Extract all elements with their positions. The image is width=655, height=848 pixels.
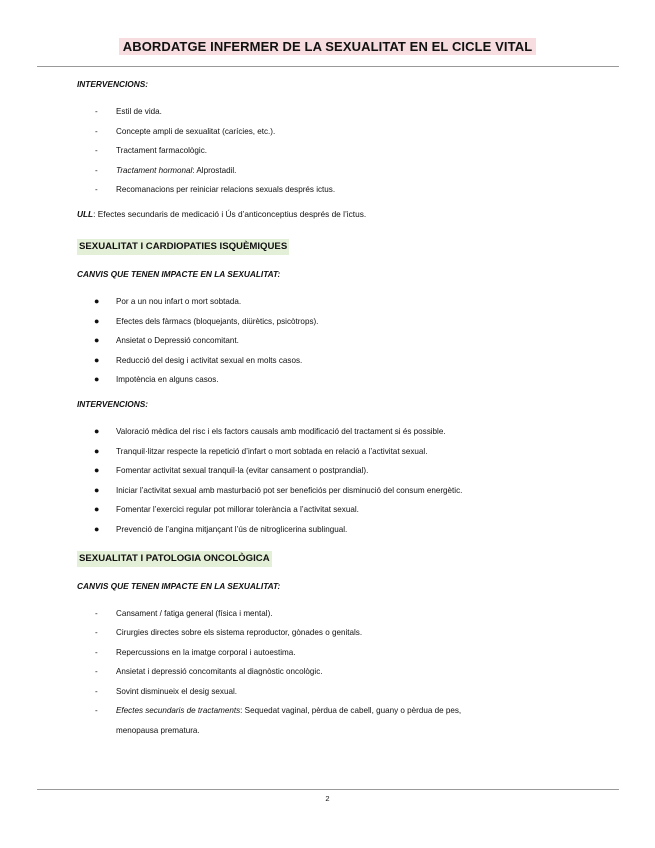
list-item: ● Prevenció de l’angina mitjançant l’ús de nitroglicerina sublingual. bbox=[77, 520, 557, 540]
section-heading-onco: SEXUALITAT I PATOLOGIA ONCOLÒGICA bbox=[77, 551, 272, 567]
dash-marker: - bbox=[95, 107, 98, 116]
list-item: ● Ansietat o Depressió concomitant. bbox=[77, 331, 557, 351]
list-item: ● Reducció del desig i activitat sexual en molts casos. bbox=[77, 351, 557, 371]
bullet-marker: ● bbox=[94, 374, 100, 385]
bullet-marker: ● bbox=[94, 523, 100, 534]
interventions-label: INTERVENCIONS: bbox=[77, 79, 148, 89]
list-item: - Repercussions en la imatge corporal i autoestima. bbox=[77, 643, 557, 663]
list-item: - Recomanacions per reiniciar relacions sexuals després ictus. bbox=[77, 180, 557, 200]
list-item: - Concepte ampli de sexualitat (carícies, etc.). bbox=[77, 122, 557, 142]
bullet-marker: ● bbox=[94, 354, 100, 365]
interventions-list bbox=[77, 422, 557, 540]
bullet-marker: ● bbox=[94, 335, 100, 346]
bullet-marker: ● bbox=[94, 465, 100, 476]
bullet-marker: ● bbox=[94, 484, 100, 495]
list-item: ● Fomentar activitat sexual tranquil·la (evitar cansament o postprandial). bbox=[77, 461, 557, 481]
list-item: ● Efectes dels fàrmacs (bloquejants, diürètics, psicòtrops). bbox=[77, 312, 557, 332]
list-item: ● Iniciar l’activitat sexual amb masturbació pot ser beneficiós per disminució del consum energètic. bbox=[77, 481, 557, 501]
dash-marker: - bbox=[95, 185, 98, 195]
dash-marker: - bbox=[95, 706, 98, 716]
bullet-marker: ● bbox=[94, 425, 100, 436]
interventions-label: INTERVENCIONS: bbox=[77, 398, 148, 409]
list-item: ● Impotència en alguns casos. bbox=[77, 370, 557, 390]
dash-marker: - bbox=[95, 647, 98, 657]
list-item: - Cansament / fatiga general (física i mental). bbox=[77, 604, 557, 624]
list-item: - Sovint disminueix el desig sexual. bbox=[77, 682, 557, 702]
list-item: - Tractament farmacològic. bbox=[77, 141, 557, 161]
dash-marker: - bbox=[95, 146, 98, 156]
dash-marker: - bbox=[95, 686, 98, 696]
list-item: - Tractament hormonal: Alprostadil. bbox=[77, 161, 557, 181]
list-item: - Ansietat i depressió concomitants al diagnòstic oncològic. bbox=[77, 662, 557, 682]
list-item: - Cirurgies directes sobre els sistema reproductor, gònades o genitals. bbox=[77, 623, 557, 643]
list-item: - Efectes secundaris de tractaments: Sequedat vaginal, pèrdua de cabell, guany o pèrdua de pes, menopausa prematura. bbox=[77, 701, 557, 740]
dash-marker: - bbox=[95, 628, 98, 638]
list-item: ● Fomentar l’exercici regular pot millorar tolerància a l’activitat sexual. bbox=[77, 500, 557, 520]
changes-label: CANVIS QUE TENEN IMPACTE EN LA SEXUALITAT: bbox=[77, 268, 281, 279]
bullet-marker: ● bbox=[94, 295, 100, 306]
dash-marker: - bbox=[95, 608, 98, 618]
bullet-marker: ● bbox=[94, 445, 100, 456]
dash-marker: - bbox=[95, 126, 98, 136]
changes-list bbox=[77, 604, 557, 741]
list-item: ● Tranquil·litzar respecte la repetició d’infart o mort sobtada en relació a l’activitat sexual. bbox=[77, 442, 557, 462]
header-divider bbox=[37, 66, 619, 67]
footer-divider bbox=[37, 789, 619, 790]
bullet-marker: ● bbox=[94, 315, 100, 326]
page-title: ABORDATGE INFERMER DE LA SEXUALITAT EN EL CICLE VITAL bbox=[119, 38, 537, 55]
document-body bbox=[77, 77, 557, 741]
list-item: - Estil de vida. bbox=[77, 102, 557, 122]
section-heading-cardio: SEXUALITAT I CARDIOPATIES ISQUÈMIQUES bbox=[77, 239, 289, 255]
bullet-marker: ● bbox=[94, 504, 100, 515]
page-header bbox=[0, 38, 655, 56]
ull-note: ULL: Efectes secundaris de medicació i Ús d’anticonceptius després de l’ictus. bbox=[77, 208, 367, 219]
changes-label: CANVIS QUE TENEN IMPACTE EN LA SEXUALITAT: bbox=[77, 580, 281, 591]
list-item: ● Valoració mèdica del risc i els factors causals amb modificació del tractament si és possible. bbox=[77, 422, 557, 442]
page-number: 2 bbox=[325, 794, 330, 803]
dash-marker: - bbox=[95, 667, 98, 677]
changes-list bbox=[77, 292, 557, 390]
list-item: ● Por a un nou infart o mort sobtada. bbox=[77, 292, 557, 312]
dash-marker: - bbox=[95, 165, 98, 175]
interventions-list bbox=[77, 102, 557, 200]
